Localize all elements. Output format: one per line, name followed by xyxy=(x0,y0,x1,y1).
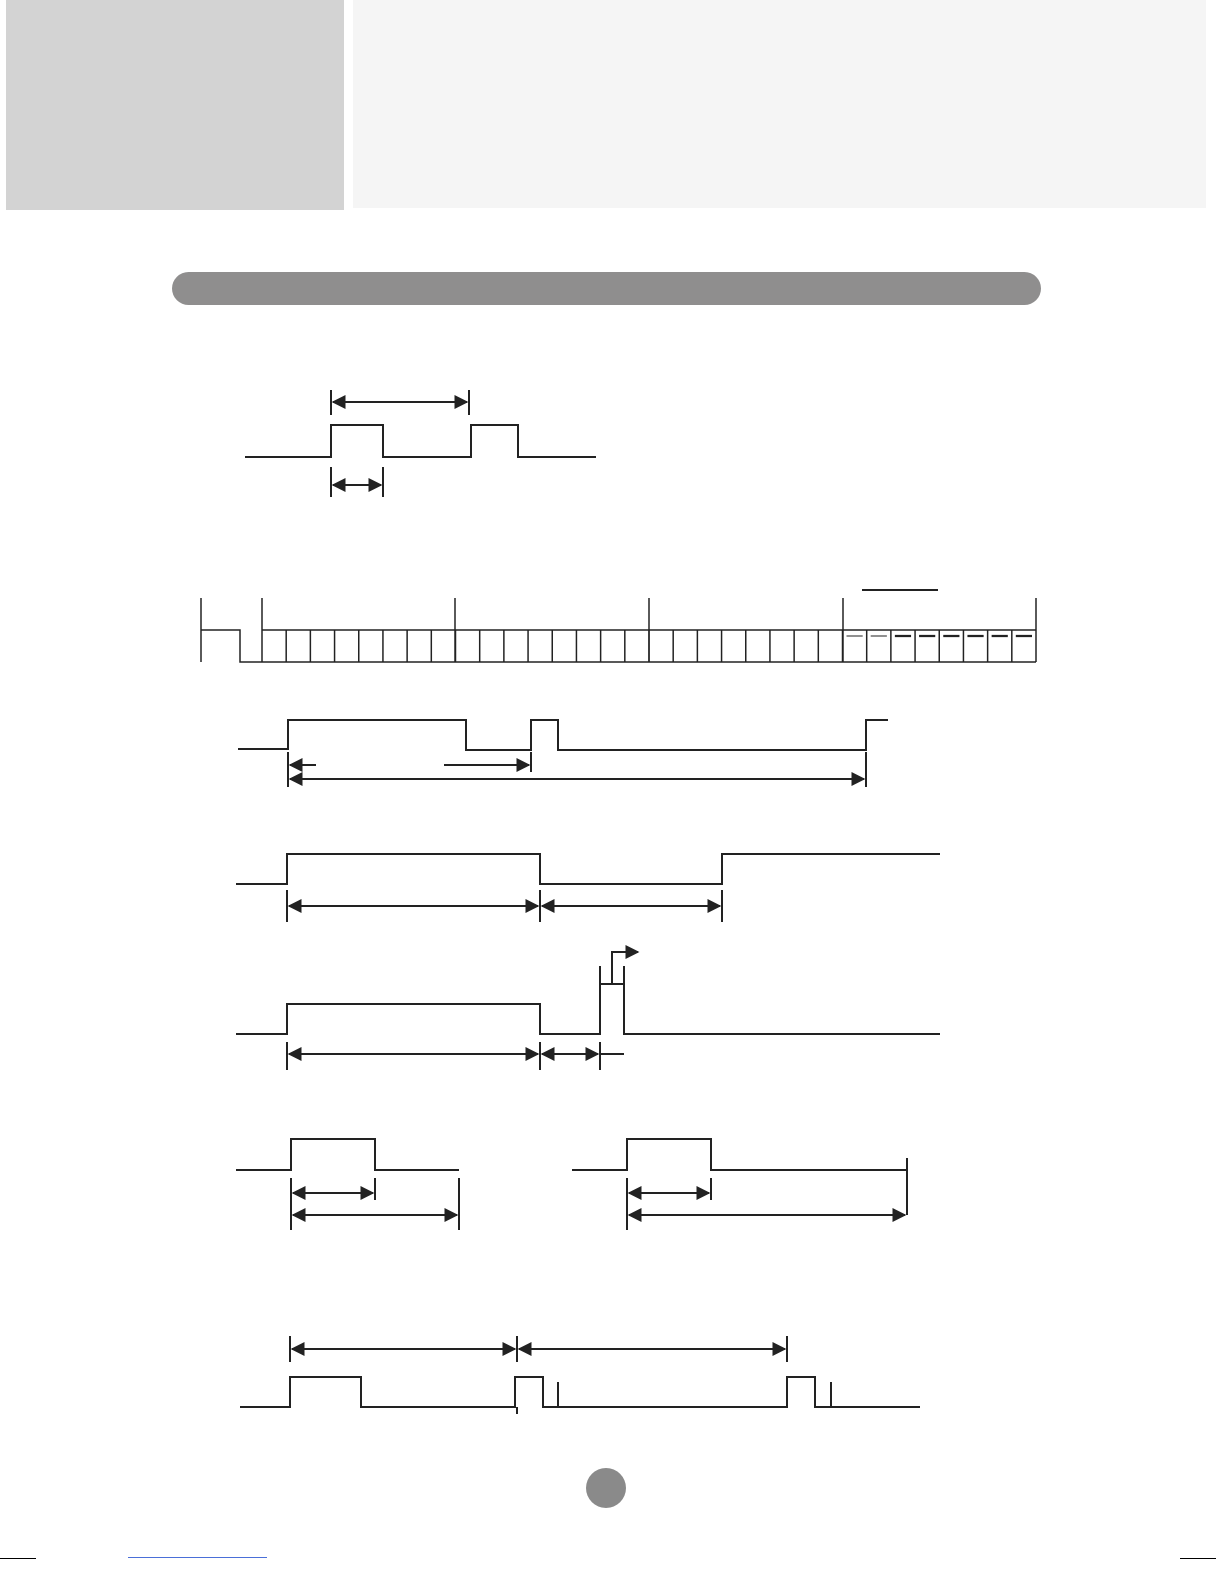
bit-one-waveform xyxy=(572,1139,907,1230)
footer-crop-mark-left xyxy=(0,1558,36,1559)
repeat-code-waveform xyxy=(236,952,940,1070)
footer-link-underline xyxy=(128,1557,267,1558)
footer-crop-mark-right xyxy=(1180,1558,1216,1559)
carrier-waveform xyxy=(245,390,596,497)
frame-interval-waveform xyxy=(238,720,888,787)
leader-waveform xyxy=(236,854,940,922)
repeat-interval-waveform xyxy=(240,1336,920,1414)
page-number-badge xyxy=(586,1468,626,1508)
data-frame xyxy=(201,590,1036,662)
bit-zero-waveform xyxy=(236,1139,459,1230)
